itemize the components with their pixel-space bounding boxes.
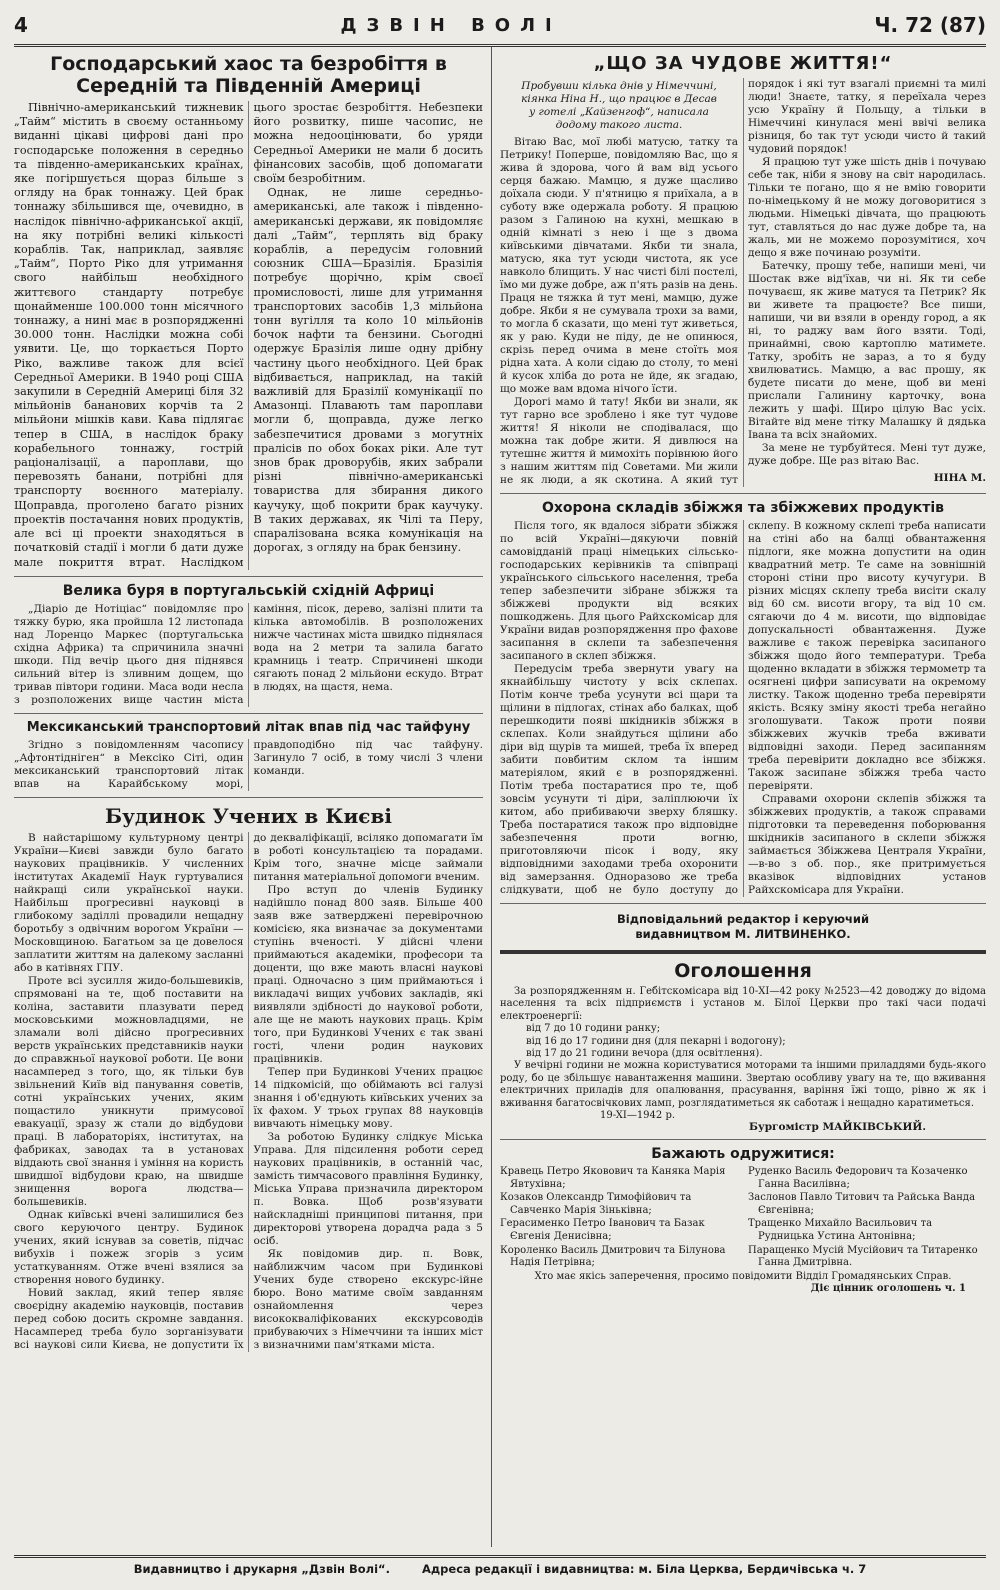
paragraph: Згідно з повідомленням часопису „Афтонтідніген“ в Мексіко Сіті, один мексиканський транспортовий літак впав на Карайбському морі, правдоподібно під час тайфуну. Загинуло 7 осіб, в тому числі 3 члени команди.	[14, 738, 483, 790]
list-item: Руденко Василь Федорович та Козаченко Ганна Василівна;	[748, 1166, 968, 1190]
article-title: Велика буря в португальській східній Африці	[62, 582, 435, 599]
paragraph: Як повідомив дир. п. Вовк, найближчим часом при Будинкові Учених буде створено екскурс-ійне бюро. Воно матиме своїм завданням ознайомлення через висококваліфікованих екскурсоводів прибуваючих з Німеччини та інших міст з визначними пам'ятками міста.	[253, 1247, 483, 1351]
paragraph: Батечку, прошу тебе, напиши мені, чи Шостак вже від'їхав, чи ні. Як ти себе почуваєш, як живе матуся та Петрик? Як ви живете та працюєте? Все пиши, напиши, чи ви взяли в оренду город, а як ні, то раджу вам його взяти. Тоді, принаймні, свою картоплю матимете. Татку, зробіть не зараз, а то я буду хвилюватись. Мамцю, а вас прошу, як будете писати до мене, щоб ви мені прислали Галинину карточку, вона лежить у шафі. Щиро цілую Вас усіх. Вітайте від мене тітку Малашку й дядька Івана та всіх знайомих.	[748, 260, 986, 441]
article-title: Охорона складів збіжжя та збіжжевих продуктів	[541, 500, 945, 516]
publisher: Видавництво і друкарня „Дзвін Волі“.	[133, 1562, 390, 1576]
paragraph: Однак, не лише середньо-американські, але також і південно-американські держави, як повідомляє далі „Тайм“, терплять від браку кораблів, а передусім головний союзник США—Бразілія. Бразілія потребує щорічно, крім своєї промисловості, лише для утримання транспортових засобів 1,3 мільйона тонн вугілля та коло 10 мільйонів бочок нафти та бензини. Сьогодні одержує Бразілія лише одну дрібну частину цього необхідного. Цей брак відбивається, наприклад, на такій важливій для Бразілії комунікації по Амазонці. Плавають там пароплави могли б, щоправда, дуже легко забезпечитися дровами з могутніх пралісів по обох боках ріки. Але тут знов брак дроворубів, яких забрали різні північно-американські товариства для збирання дикого каучуку, щоб покрити брак каучуку. В таких державах, як Чілі та Перу, спаралізована всяка комунікація на дорогах, з огляду на брак бензину.	[253, 186, 483, 555]
article-grain-storage	[500, 494, 986, 904]
paragraph: За роботою Будинку слідкує Міська Управа. Для підсилення роботи серед наукових працівників, в останній час, замість тимчасового правління Будинку, Міська Управа призначила директором п. Вовка. Щоб розв'язувати найскладніші принципові питання, при директорові утворена дорадча рада з 5 осіб.	[253, 1130, 483, 1247]
paragraph: Передусім треба звернути увагу на якнайбільшу чистоту у всіх склепах. Потім конче треба усунути всі щари та щілини в підлогах, стінах або балках, щоб перешкодити появі шкідників збіжжя в склепах. Коли знайдуться щілини або діри від щурів та мишей, треба їх вперед забити повбитим склом та іншим матеріялом, який є в розпорядженні. Потім треба постаратися про те, щоб зовсім усунути ті діри, заліплюючи їх китом, або прибиваючи зверху бляшку. Треба постаратися також про відповідне забезпечення проти вогню, приготовляючи пісок і воду, яку відповідними заходами треба охоронити від замерзання. Одноразово же треба слідкувати, щоб не було доступу до склепу. В кожному склепі треба написати на стіні або на балці обвантаження підлоги, яке можна допустити на один квадратний метр. Те саме на зовнішній стороні стіни про висоту кучугури. В різних місцях склепу треба висіти скалу від 60 см. висоти вгору, та від 10 см. сягаючи до 4 м. висоти, що відповідає допускальності обвантаження. Дуже важливе є також перевірка засипаного збіжжя щодо його температури. Треба щоденно вкладати в збіжжя термометр та осягнені цифри записувати на окремому листку. Також щоденно треба перевіряти якість. Всяку зміну якості треба негайно зголошувати. Також проти появи збіжжевих жучків треба вживати відповідні заходи. Перед засипанням треба перевірити докладно все збіжжя. Також засипане збіжжя треба часто перевіряти.	[500, 520, 986, 896]
issue-number: Ч. 72 (87)	[874, 13, 986, 37]
editor-credit	[500, 904, 986, 954]
power-schedule	[500, 1023, 986, 1060]
article-title: Будинок Учених в Києві	[105, 803, 392, 828]
paragraph: Новий заклад, який тепер являє своєрідну академію науковців, поставив перед собою досить скромне завдання. Насамперед треба було зорганізувати всі наукові сили Києва, не допустити їх до декваліфікації, всіляко допомагати їм в роботі консультацією та порадами. Крім того, значне місце займали питання матеріальної допомоги вченим.	[14, 831, 483, 1351]
announcement-intro: За розпорядженням н. Гебітскомісара від 10-ХІ—42 року №2523—42 доводжу до відома населення та всіх підприємств і установ м. Білої Церкви про такі часи подачі електроенергії:	[500, 986, 986, 1022]
paragraph: Тепер при Будинкові Учених працює 14 підкомісій, що обіймають всі галузі знання і об'єднують київських учених за їх фахом. У трьох групах 88 науковців вивчають німецьку мову.	[253, 1065, 483, 1130]
article-title: „ЩО ЗА ЧУДОВЕ ЖИТТЯ!“	[593, 53, 893, 74]
article-body	[14, 603, 483, 707]
objection-note: Хто має якісь заперечення, просимо повідомити Відділ Громадянських Справ.	[534, 1270, 952, 1282]
editor-line: Відповідальний редактор і керуючий	[616, 912, 870, 926]
article-plane	[14, 714, 483, 798]
paragraph: „Діаріо де Нотіціас“ повідомляє про тяжку бурю, яка пройшла 12 листопада над Лоренцо Маркес (португальська східна Африка) та спричинила значні шкоди. Під вечір цього дня піднявся сильний вітер із зливним дощем, що тривав півтори години. Маса води несла з розположених вище частин міста каміння, пісок, дерево, залізні плити та кілька автомобілів. В розположених нижче частинах міста швидко піднялася вода на 2 метри та залила багато крамниць і театр. Спричинені шкоди сягають понад 2 мільйони ескудо. Втрат в людях, на щастя, нема.	[14, 602, 483, 706]
editor-name: видавництвом М. ЛИТВИНЕНКО.	[635, 927, 851, 941]
paragraph: Проте всі зусилля жидо-большевиків, спрямовані на те, щоб поставити на коліна, заставити плазувати перед московськими можновладцями, не зламали волі дійсно прогресивних верств українських представників науки до справжньої наукової роботи. Це вони насамперед з того, що, як тільки був звільнений Київ від панування советів, сотні українських учених, яким пощастило уникнути примусової евакуації, зразу ж стали до відбудови праці. В лабораторіях, інститутах, на фабриках, заводах та в установах віддають свої знання і уміння на користь швидшої відбудови краю, на швидше знищення ворога людства—большевиків.	[14, 974, 244, 1208]
article-body	[14, 739, 483, 791]
article-intro: Пробувши кілька днів у Німеччині, кіянка Ніна Н., що працює в Десав у готелі „Кайзенгоф“, написала додому такого листа.	[521, 80, 717, 131]
paragraph: Я працюю тут уже шість днів і почуваю себе так, ніби я знову на світ народилась. Тільки те погано, що я не вмію говорити по-німецькому й не можу договоритися з людьми. Німецькі дівчата, що працюють тут, ставляться до нас дуже добре та, на жаль, ми не можемо порозумітися, хоч дещо я вже починаю розуміти.	[748, 156, 986, 259]
schedule-line: від 7 до 10 години ранку;	[526, 1023, 661, 1035]
announcement-title: Оголошення	[674, 960, 812, 982]
article-storm	[14, 577, 483, 714]
announcement-date: 19-XI—1942 р.	[600, 1110, 676, 1122]
list-item: Герасименко Петро Іванович та Базак Євгенія Денисівна;	[500, 1218, 705, 1243]
schedule-line: від 17 до 21 години вечора (для освітлення).	[526, 1048, 763, 1060]
paragraph: Вітаю Вас, мої любі матусю, татку та Петрику! Попершe, повідомляю Вас, що я жива й здорова, чого й вам від усього серця бажаю. Мамцю, я дуже щасливо доїхала сюди. У п'ятницю я приїхала, а в суботу вже одержала роботу. Я працюю разом з Галиною на кухні, мешкаю в одній кімнаті з нею і ще з двома київськими дівчатами. Якби ти знала, матусю, яка тут усюди чистота, як усе навколо блищить. У нас чисті білі постелі, їмо ми дуже добре, аж п'ять разів на день. Праця не тяжка й тут мені, мамцю, дуже добре. Якби я не сумувала трохи за вами, то могла б сказати, що мені тут живеться, як у раю. Куди не піду, де не опинюся, скрізь перед очима в мене стоїть моя рідна хата. А коли сідаю до столу, то мені й кусок хліба до рота не йде, як згадаю, що може вам вдома нічого їсти.	[500, 136, 738, 395]
paragraph: Дорогі мамо й тату! Якби ви знали, як тут гарно все зроблено і яке тут чудове життя! Я ніколи не сподівалася, що можна так добре жити. Я дивлюся на тутешнє життя й мимохіть порівнюю його з нашим життям під Советами. Ми жили не як люди, а як скотина. А який тут порядок і які тут взагалі приємні та милі люди! Знаєте, татку, я переїхала через усю Україну й Польщу, а тільки в Німеччині кинулася мені ввічі велика різниця, бо так тут усюди чисто й такий чудовий порядок!	[500, 78, 986, 486]
page-columns	[14, 47, 986, 1547]
article-body	[14, 832, 483, 1352]
paragraph: За мене не турбуйтеся. Мені тут дуже, дуже добре. Ще раз вітаю Вас.	[748, 442, 986, 467]
announcement-body: У вечірні години не можна користуватися моторами та іншими приладдями будь-якого роду, бо це збільшує навантаження машини. Звертаю особливу увагу на те, що вживання електричних приладів для опалювання, прасування, варіння їжі тощо, рівно ж як і вживання багатосвічкових ламп, розглядатиметься як саботаж і нещадно каратиметься.	[500, 1060, 986, 1109]
marriage-list	[500, 1166, 986, 1271]
footer	[14, 1555, 986, 1576]
announcement-signer: Бургомістр МАЙКІВСЬКИЙ.	[749, 1121, 926, 1134]
paragraph: Про вступ до членів Будинку надійшло понад 800 заяв. Більше 400 заяв вже затверджені перевірочною комісією, яка визначає за документами ступінь вченості. У дійсні члени приймаються академіки, професори та доценти, що вже мають власні наукові праці. Одночасно з цим приймаються і викладачі вищих учбових закладів, які виявляли здібності до наукової роботи, але ще не мають наукових праць. Крім того, при Будинкові Учених є так звані гості, члени родин наукових працівників.	[253, 883, 483, 1065]
paragraph: Після того, як вдалося зібрати збіжжя по всій Україні—дякуючи повній самовідданій праці німецьких сільсько-господарських керівників та співпраці українського сільського населення, треба тепер забезпечити зібране збіжжя та збіжжеві продукти від всяких пошкоджень. Для цього Райхскомісар для України видав розпорядження про фахове засипання в склепи та забезпечення засипаного в склеп збіжжя.	[500, 520, 738, 662]
paragraph: В найстарішому культурному центрі України—Києві завжди було багато наукових працівників. У численних інститутах Академії Наук гуртувалися найкращі сили української науки. Найбільш прогресивні науковці в глибокому заділлі провадили нещадну боротьбу з одвічним ворогом України — Московщиною. Багатьом за це довелося заплатити життям на далекому засланні або в катівнях ГПУ.	[14, 831, 244, 974]
signature: НІНА М.	[933, 472, 986, 484]
article-title: Мексиканський транспортовий літак впав під час тайфуну	[26, 719, 471, 735]
schedule-line: від 16 до 17 години дня (для пекарні і водогону);	[526, 1035, 786, 1047]
masthead	[14, 10, 986, 47]
article-title: Господарський хаос та безробіття в Середній та Південній Америці	[50, 53, 447, 97]
article-scholars-house	[14, 798, 483, 1358]
list-item: Короленко Василь Дмитрович та Білунова Надія Петрівна;	[500, 1244, 726, 1269]
list-item: Заслонов Павло Титович та Райська Ванда Євгенівна;	[748, 1192, 976, 1216]
marriage-notice	[500, 1140, 986, 1300]
announcement	[500, 954, 986, 1140]
paragraph: Однак київські вчені залишилися без свого керуючого центру. Будинок учених, який існував за советів, підчас вибухів і пожеж згорів з усим устаткуванням. Отже вчені взялися за створення нового будинку.	[14, 1208, 244, 1286]
article-body	[500, 78, 986, 487]
list-item: Тращенко Михайло Васильович та Рудницька Устина Антонівна;	[748, 1218, 933, 1243]
article-economy	[14, 47, 483, 577]
address: Адреса редакції і видавництва: м. Біла Церква, Бердичівська ч. 7	[421, 1562, 867, 1576]
left-column	[14, 47, 492, 1547]
list-item: Паращенко Мусій Мусійович та Титаренко Ганна Дмитрівна.	[748, 1244, 978, 1269]
list-item: Козаков Олександр Тимофійович та Савченко Марія Зіньківна;	[500, 1192, 692, 1216]
marriage-title: Бажають одружитися:	[651, 1146, 835, 1163]
article-body	[500, 520, 986, 897]
paragraph: Північно-американський тижневик „Тайм“ містить в своєму останньому виданні цікаві цифрові дані про господарське положення в середньо та південно-американських країнах, яке погіршується щораз більше з огляду на брак тоннажу. Цей брак тоннажу збільшився ще, очевидно, в наслідок північно-африканської акції, на яку потрібні великі кількості кораблів. Так, наприклад, заявляє „Тайм“, Порто Ріко для утримання свого найбільш необхідного життєвого стандарту потребує щонайменше 100.000 тонн місячного тоннажу, а нині має в розпорядженні 30.000 тонн. Наслідки можна собі уявити. Це, що торкається Порто Ріко, важливе також для всієї Середньої Америки. В 1940 році США закупили в Середній Америці біля 32 мільйонів бананових корчів та 2 мільйони мішків кави. Кава підлягає тепер в США, в наслідок браку корабельного тоннажу, гострій раціоналізації, а пароплави, що перевозять банани, потрібні для транспорту воєнного матеріалу. Щоправда, проголено багато різних проектів постачання нових продуктів, але всі ці проекти знаходяться в початковій стадії і могли б дати дуже мале покриття втрат. Наслідком цього зростає безробіття. Небезпеки його розвитку, пише часопис, не можна недооцінювати, бо уряди Середньої Америки не мали б досить фінансових засобів, щоб допомагати своїм безробітним.	[14, 101, 483, 569]
paragraph: Справами охорони склепів збіжжя та збіжжевих продуктів, а також справами підготовки та переведення поборювання шкідників засипаного в склепи збіжжя займається Збіжжева Централя України, —в-во з об. пор., яке притримується вказівок відповідних установ Райхскомісара для України.	[748, 793, 986, 896]
list-item: Кравець Петро Яковович та Каняка Марія Явтухівна;	[500, 1166, 726, 1190]
right-column	[492, 47, 986, 1547]
article-letter	[500, 47, 986, 494]
article-body	[14, 101, 483, 570]
price-note: Діє цінник оголошень ч. 1	[810, 1283, 966, 1295]
newspaper-title: ДЗВІН ВОЛІ	[340, 14, 562, 36]
page-number: 4	[14, 13, 28, 37]
